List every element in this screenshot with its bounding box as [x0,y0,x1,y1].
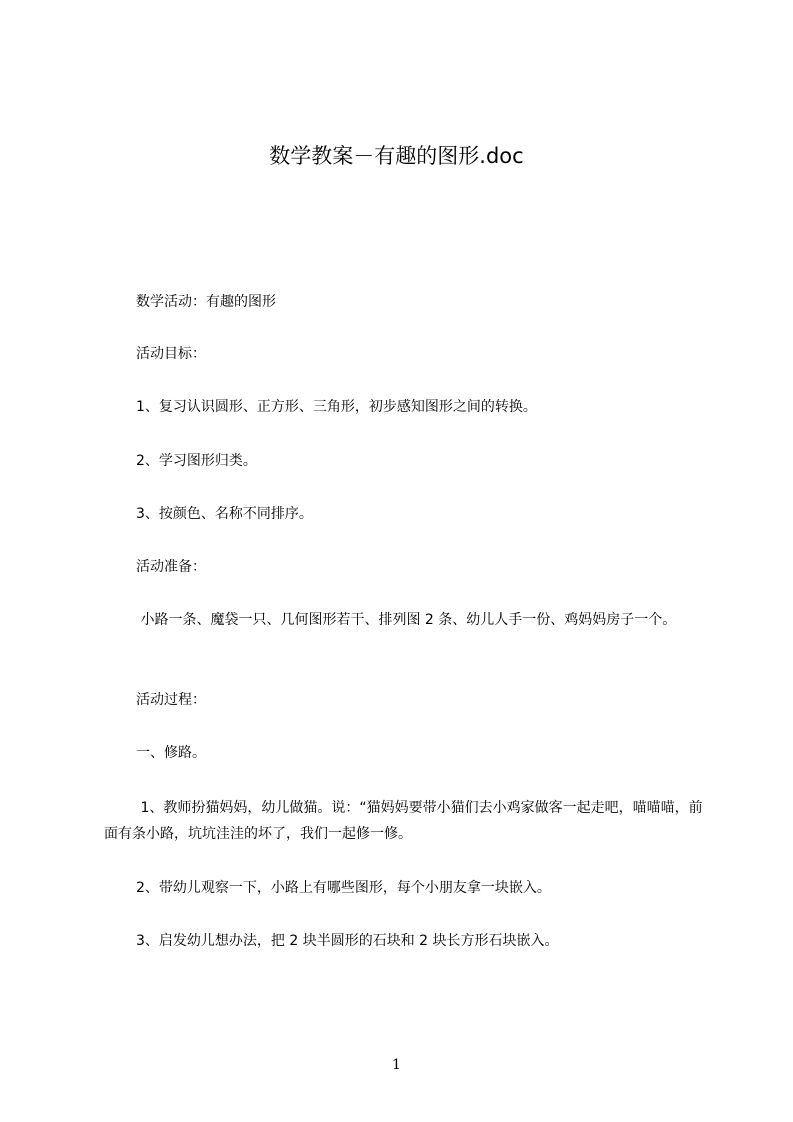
paragraph-process-heading: 活动过程： [136,692,206,708]
paragraph-prep-items: 小路一条、魔袋一只、几何图形若干、排列图 2 条、幼儿人手一份、鸡妈妈房子一个。 [136,612,677,628]
paragraph-activity-name: 数学活动：有趣的图形 [136,294,276,310]
paragraph-goal-2: 2、学习图形归类。 [136,453,257,469]
page-number: 1 [392,1057,401,1073]
document-title: 数学教案－有趣的图形.doc [269,144,524,168]
paragraph-goals-heading: 活动目标： [136,346,206,362]
paragraph-goal-1: 1、复习认识圆形、正方形、三角形，初步感知图形之间的转换。 [136,399,537,415]
paragraph-step-3: 3、启发幼儿想办法，把 2 块半圆形的石块和 2 块长方形石块嵌入。 [136,933,559,949]
paragraph-step-2: 2、带幼儿观察一下，小路上有哪些图形，每个小朋友拿一块嵌入。 [136,880,551,896]
paragraph-goal-3: 3、按颜色、名称不同排序。 [136,506,313,522]
paragraph-step-1: 1、教师扮猫妈妈，幼儿做猫。说：“猫妈妈要带小猫们去小鸡家做客一起走吧，喵喵喵，前面有条小路，坑坑洼洼的坏了，我们一起修一修。 [104,800,703,842]
paragraph-section-1: 一、修路。 [136,745,206,761]
paragraph-prep-heading: 活动准备： [136,559,206,575]
